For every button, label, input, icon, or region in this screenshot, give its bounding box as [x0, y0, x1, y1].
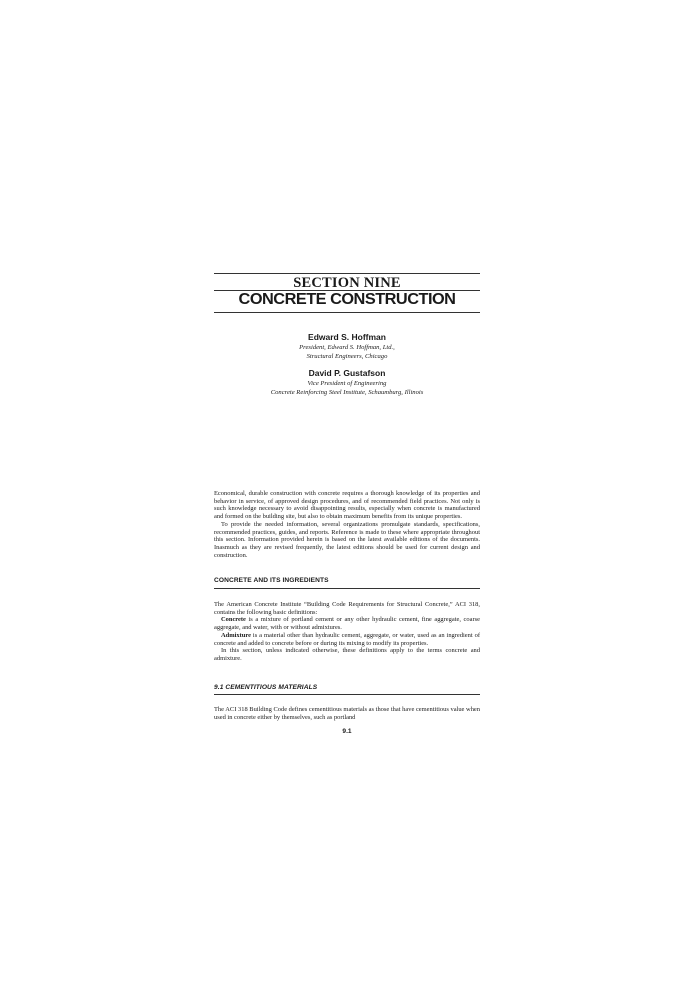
- term-admixture: Admixture: [221, 631, 251, 639]
- paragraph: To provide the needed information, several organizations promulgate standards, specifications, recommended practices, guides, and reports. Reference is made to these where appropriate throughout this section. Information provided herein is based on the latest available editions of the documents. Inasmuch as they are revised frequently, the latest editions should be used for current design and construction.: [214, 520, 480, 559]
- paragraph: The American Concrete Institute “Building Code Requirements for Structural Concrete,” ACI 318, contains the following basic definitions:: [214, 601, 480, 616]
- top-rule: [214, 273, 480, 274]
- author-affiliation: Concrete Reinforcing Steel Institute, Schaumburg, Illinois: [270, 389, 424, 396]
- cementitious-text: [214, 706, 480, 721]
- definition-text: is a mixture of portland cement or any other hydraulic cement, fine aggregate, coarse aggregate, and water, with or without admixtures.: [214, 616, 480, 632]
- definition-text: is a material other than hydraulic cement, aggregate, or water, used as an ingredient of concrete and added to concrete before or during its mixing to modify its properties.: [214, 631, 480, 647]
- term-concrete: Concrete: [221, 616, 246, 624]
- author-affiliation: President, Edward S. Hoffman, Ltd.,: [299, 344, 395, 351]
- author-2: [214, 368, 480, 397]
- author-affiliation: Structural Engineers, Chicago: [306, 353, 388, 360]
- intro-text: [214, 490, 480, 559]
- page-number: 9.1: [342, 728, 352, 735]
- bottom-rule: [214, 312, 480, 313]
- section-number: SECTION NINE: [293, 275, 401, 291]
- author-name: Edward S. Hoffman: [308, 332, 386, 342]
- paragraph: Economical, durable construction with concrete requires a thorough knowledge of its properties and behavior in service, of approved design procedures, and of recommended field practices. Not only is such knowledge necessary to avoid disappointing results, especially when concrete is manufactured and formed on the building site, but also to obtain maximum benefits from its unique properties.: [214, 490, 480, 521]
- definition-concrete: [214, 616, 480, 631]
- definition-admixture: [214, 632, 480, 647]
- paragraph: The ACI 318 Building Code defines cementitious materials as those that have cementitious value when used in concrete either by themselves, such as portland: [214, 706, 480, 721]
- paragraph: In this section, unless indicated otherwise, these definitions apply to the terms concrete and admixture.: [214, 647, 480, 662]
- section-title: CONCRETE CONSTRUCTION: [238, 291, 456, 308]
- concrete-text: [214, 601, 480, 663]
- author-affiliation: Vice President of Engineering: [307, 380, 387, 387]
- heading-concrete-ingredients: CONCRETE AND ITS INGREDIENTS: [214, 577, 329, 584]
- author-name: David P. Gustafson: [308, 368, 386, 378]
- heading-cementitious-materials: 9.1 CEMENTITIOUS MATERIALS: [214, 684, 318, 691]
- author-1: [214, 332, 480, 361]
- heading-rule: [214, 694, 480, 695]
- heading-rule: [214, 588, 480, 589]
